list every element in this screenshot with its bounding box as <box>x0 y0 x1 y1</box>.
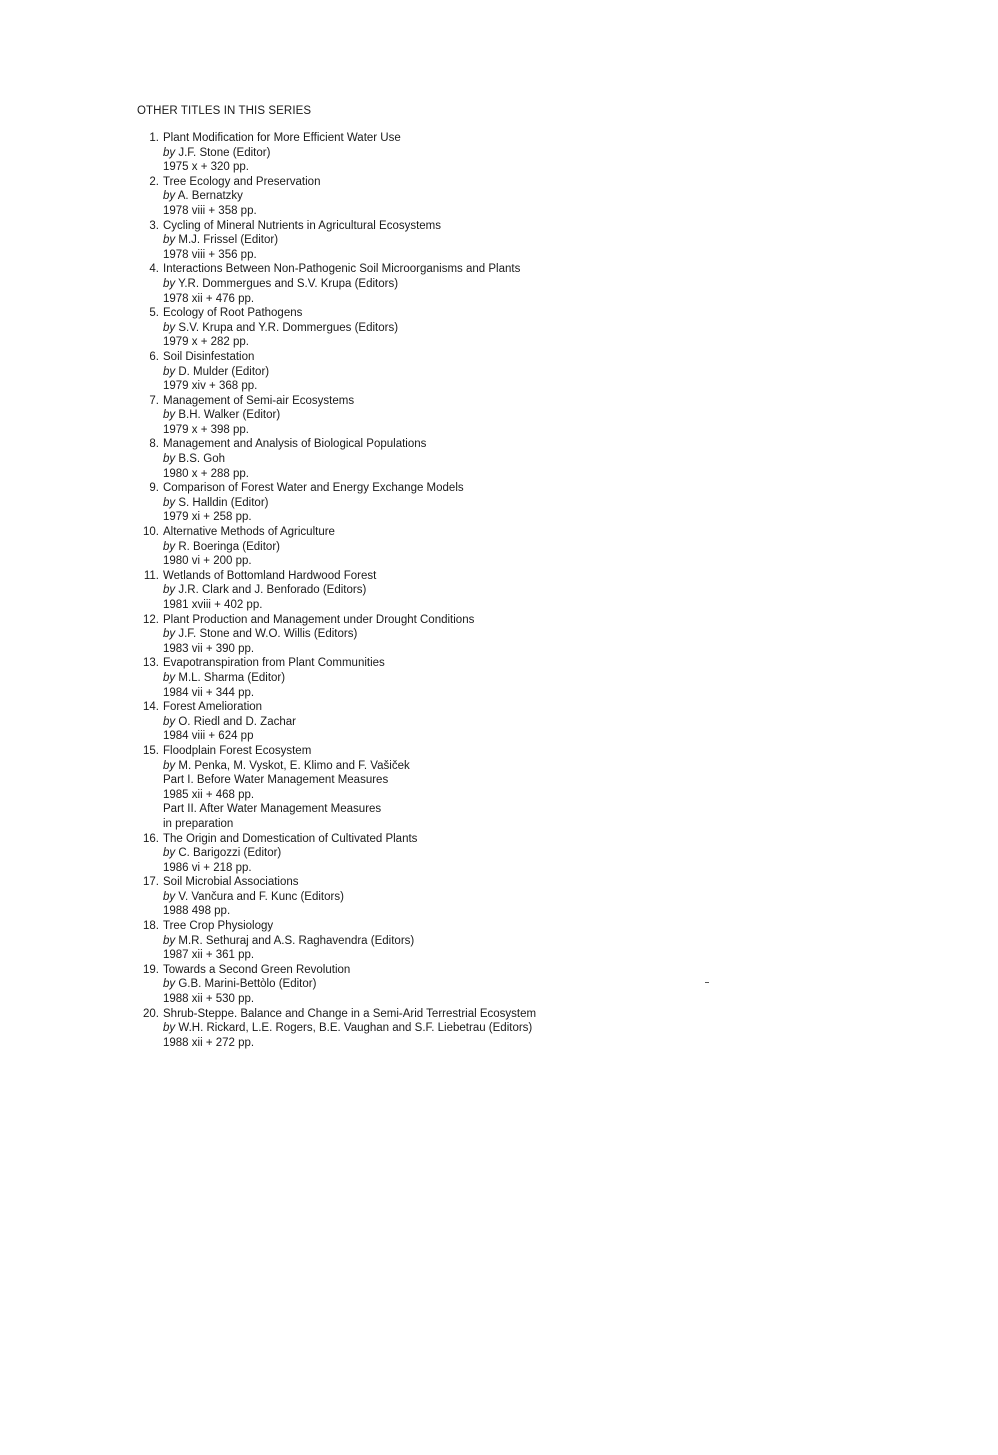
by-label: by <box>163 584 176 597</box>
item-title: Management of Semi-air Ecosystems <box>163 394 355 407</box>
item-title: Alternative Methods of Agriculture <box>163 526 335 539</box>
item-author: M.L. Sharma (Editor) <box>178 671 286 684</box>
item-title: Ecology of Root Pathogens <box>163 307 303 320</box>
list-item <box>138 700 758 744</box>
item-author: Y.R. Dommergues and S.V. Krupa (Editors) <box>178 277 399 290</box>
item-publication: 1978 viii + 356 pp. <box>163 248 257 261</box>
item-title: Plant Modification for More Efficient Water Use <box>163 132 401 144</box>
item-author: M.J. Frissel (Editor) <box>178 234 279 247</box>
item-number: 9. <box>149 482 159 495</box>
item-author-line <box>163 846 758 861</box>
by-label: by <box>163 321 176 334</box>
by-label: by <box>163 759 176 772</box>
item-author: W.H. Rickard, L.E. Rogers, B.E. Vaughan and S.F. Liebetrau (Editors) <box>178 1022 533 1035</box>
list-item <box>138 481 758 525</box>
list-item <box>138 875 758 919</box>
list-item <box>138 525 758 569</box>
item-author-line <box>163 277 758 292</box>
item-publication: 1980 x + 288 pp. <box>163 467 250 480</box>
item-publication: 1979 xiv + 368 pp. <box>163 380 258 393</box>
item-author: D. Mulder (Editor) <box>178 365 270 378</box>
by-label: by <box>163 496 176 509</box>
item-publication: 1988 xii + 272 pp. <box>163 1036 255 1049</box>
item-publication: 1979 xi + 258 pp. <box>163 511 252 524</box>
list-item <box>138 350 758 394</box>
by-label: by <box>163 453 176 466</box>
series-list <box>138 131 758 1050</box>
item-title: Forest Amelioration <box>163 701 263 714</box>
item-extra-line: Part II. After Water Management Measures <box>163 803 382 816</box>
item-publication: 1986 vi + 218 pp. <box>163 861 252 874</box>
item-title: Cycling of Mineral Nutrients in Agricultural Ecosystems <box>163 219 442 232</box>
item-publication: 1984 viii + 624 pp <box>163 730 254 743</box>
item-author-line <box>163 365 758 380</box>
item-author-line <box>163 146 758 161</box>
item-title: Floodplain Forest Ecosystem <box>163 744 312 757</box>
item-author: B.H. Walker (Editor) <box>178 409 281 422</box>
item-publication: 1979 x + 398 pp. <box>163 423 250 436</box>
item-publication: 1984 vii + 344 pp. <box>163 686 255 699</box>
item-number: 3. <box>149 219 159 232</box>
item-number: 8. <box>149 438 159 451</box>
list-item <box>138 744 758 832</box>
item-number: 19. <box>143 963 159 976</box>
item-author-line <box>163 540 758 555</box>
item-title: Comparison of Forest Water and Energy Exchange Models <box>163 482 464 495</box>
by-label: by <box>163 540 176 553</box>
item-number: 16. <box>143 832 159 845</box>
item-author-line <box>163 627 758 642</box>
item-number: 15. <box>143 744 159 757</box>
list-item <box>138 175 758 219</box>
item-publication: 1987 xii + 361 pp. <box>163 949 255 962</box>
item-number: 13. <box>143 657 159 670</box>
item-author: G.B. Marini-Bettòlo (Editor) <box>178 978 317 991</box>
stray-mark <box>705 982 709 983</box>
item-title: Plant Production and Management under Drought Conditions <box>163 613 475 626</box>
item-number: 10. <box>143 526 159 539</box>
item-publication: 1988 xii + 530 pp. <box>163 993 255 1006</box>
by-label: by <box>163 890 176 903</box>
by-label: by <box>163 628 176 641</box>
item-number: 6. <box>149 350 159 363</box>
by-label: by <box>163 409 176 422</box>
item-author: J.F. Stone (Editor) <box>178 146 271 159</box>
item-author: J.R. Clark and J. Benforado (Editors) <box>178 584 367 597</box>
item-publication: 1979 x + 282 pp. <box>163 336 250 349</box>
item-number: 11. <box>143 569 159 582</box>
item-author: S.V. Krupa and Y.R. Dommergues (Editors) <box>178 321 399 334</box>
item-number: 5. <box>149 307 159 320</box>
item-number: 17. <box>143 876 159 889</box>
item-title: Shrub-Steppe. Balance and Change in a Semi-Arid Terrestrial Ecosystem <box>163 1007 537 1020</box>
item-author-line <box>163 1021 758 1036</box>
by-label: by <box>163 715 176 728</box>
by-label: by <box>163 1022 176 1035</box>
item-title: Tree Ecology and Preservation <box>163 175 321 188</box>
by-label: by <box>163 847 176 860</box>
item-author: A. Bernatzky <box>177 190 243 203</box>
item-publication: 1983 vii + 390 pp. <box>163 642 255 655</box>
list-item <box>138 1007 758 1051</box>
item-publication: 1975 x + 320 pp. <box>163 161 250 174</box>
item-number: 12. <box>143 613 159 626</box>
item-author: S. Halldin (Editor) <box>178 496 269 509</box>
item-author-line <box>163 671 758 686</box>
list-item <box>138 131 758 175</box>
item-author: V. Vančura and F. Kunc (Editors) <box>178 890 344 903</box>
list-item <box>138 394 758 438</box>
item-author-line <box>163 408 758 423</box>
item-extra-line: 1985 xii + 468 pp. <box>163 788 255 801</box>
page-heading: OTHER TITLES IN THIS SERIES <box>137 105 312 117</box>
item-author-line <box>163 233 758 248</box>
by-label: by <box>163 190 176 203</box>
item-title: The Origin and Domestication of Cultivated Plants <box>163 832 418 845</box>
item-author-line <box>163 452 758 467</box>
item-number: 2. <box>149 175 159 188</box>
list-item <box>138 219 758 263</box>
item-title: Tree Crop Physiology <box>163 920 274 933</box>
item-publication: 1981 xviii + 402 pp. <box>163 599 263 611</box>
item-number: 7. <box>149 394 159 407</box>
item-number: 14. <box>143 701 159 714</box>
item-author: R. Boeringa (Editor) <box>178 540 280 553</box>
item-title: Interactions Between Non-Pathogenic Soil Microorganisms and Plants <box>163 263 521 276</box>
list-item <box>138 437 758 481</box>
item-extra-line: Part I. Before Water Management Measures <box>163 774 389 787</box>
by-label: by <box>163 146 176 159</box>
list-item <box>138 262 758 306</box>
item-title: Management and Analysis of Biological Populations <box>163 438 427 451</box>
item-author-line <box>163 583 758 598</box>
by-label: by <box>163 234 176 247</box>
item-author: B.S. Goh <box>178 453 226 466</box>
item-extra-line: in preparation <box>163 817 234 830</box>
item-title: Soil Microbial Associations <box>163 876 299 889</box>
item-number: 18. <box>143 920 159 933</box>
item-number: 1. <box>149 132 159 144</box>
item-author: C. Barigozzi (Editor) <box>178 847 282 860</box>
list-item <box>138 656 758 700</box>
item-author-line <box>163 321 758 336</box>
item-publication: 1978 xii + 476 pp. <box>163 292 255 305</box>
item-author: M. Penka, M. Vyskot, E. Klimo and F. Vašiček <box>178 759 410 772</box>
list-item <box>138 919 758 963</box>
list-item <box>138 306 758 350</box>
list-item <box>138 613 758 657</box>
item-author: O. Riedl and D. Zachar <box>178 715 296 728</box>
item-author-line <box>163 759 758 774</box>
item-author-line <box>163 189 758 204</box>
list-item <box>138 569 758 613</box>
item-number: 4. <box>149 263 159 276</box>
item-publication: 1978 viii + 358 pp. <box>163 204 257 217</box>
item-author-line <box>163 496 758 511</box>
by-label: by <box>163 978 176 991</box>
item-author: M.R. Sethuraj and A.S. Raghavendra (Editors) <box>178 934 415 947</box>
item-title: Evapotranspiration from Plant Communities <box>163 657 385 670</box>
list-item <box>138 963 758 1007</box>
item-title: Wetlands of Bottomland Hardwood Forest <box>163 569 377 582</box>
by-label: by <box>163 934 176 947</box>
item-author-line <box>163 890 758 905</box>
item-number: 20. <box>143 1007 159 1020</box>
item-publication: 1980 vi + 200 pp. <box>163 555 252 568</box>
by-label: by <box>163 365 176 378</box>
item-author-line <box>163 934 758 949</box>
item-author: J.F. Stone and W.O. Willis (Editors) <box>178 628 358 641</box>
item-title: Soil Disinfestation <box>163 350 255 363</box>
item-author-line <box>163 715 758 730</box>
by-label: by <box>163 671 176 684</box>
item-title: Towards a Second Green Revolution <box>163 963 351 976</box>
item-publication: 1988 498 pp. <box>163 905 231 918</box>
item-author-line <box>163 977 758 992</box>
by-label: by <box>163 277 176 290</box>
list-item <box>138 832 758 876</box>
